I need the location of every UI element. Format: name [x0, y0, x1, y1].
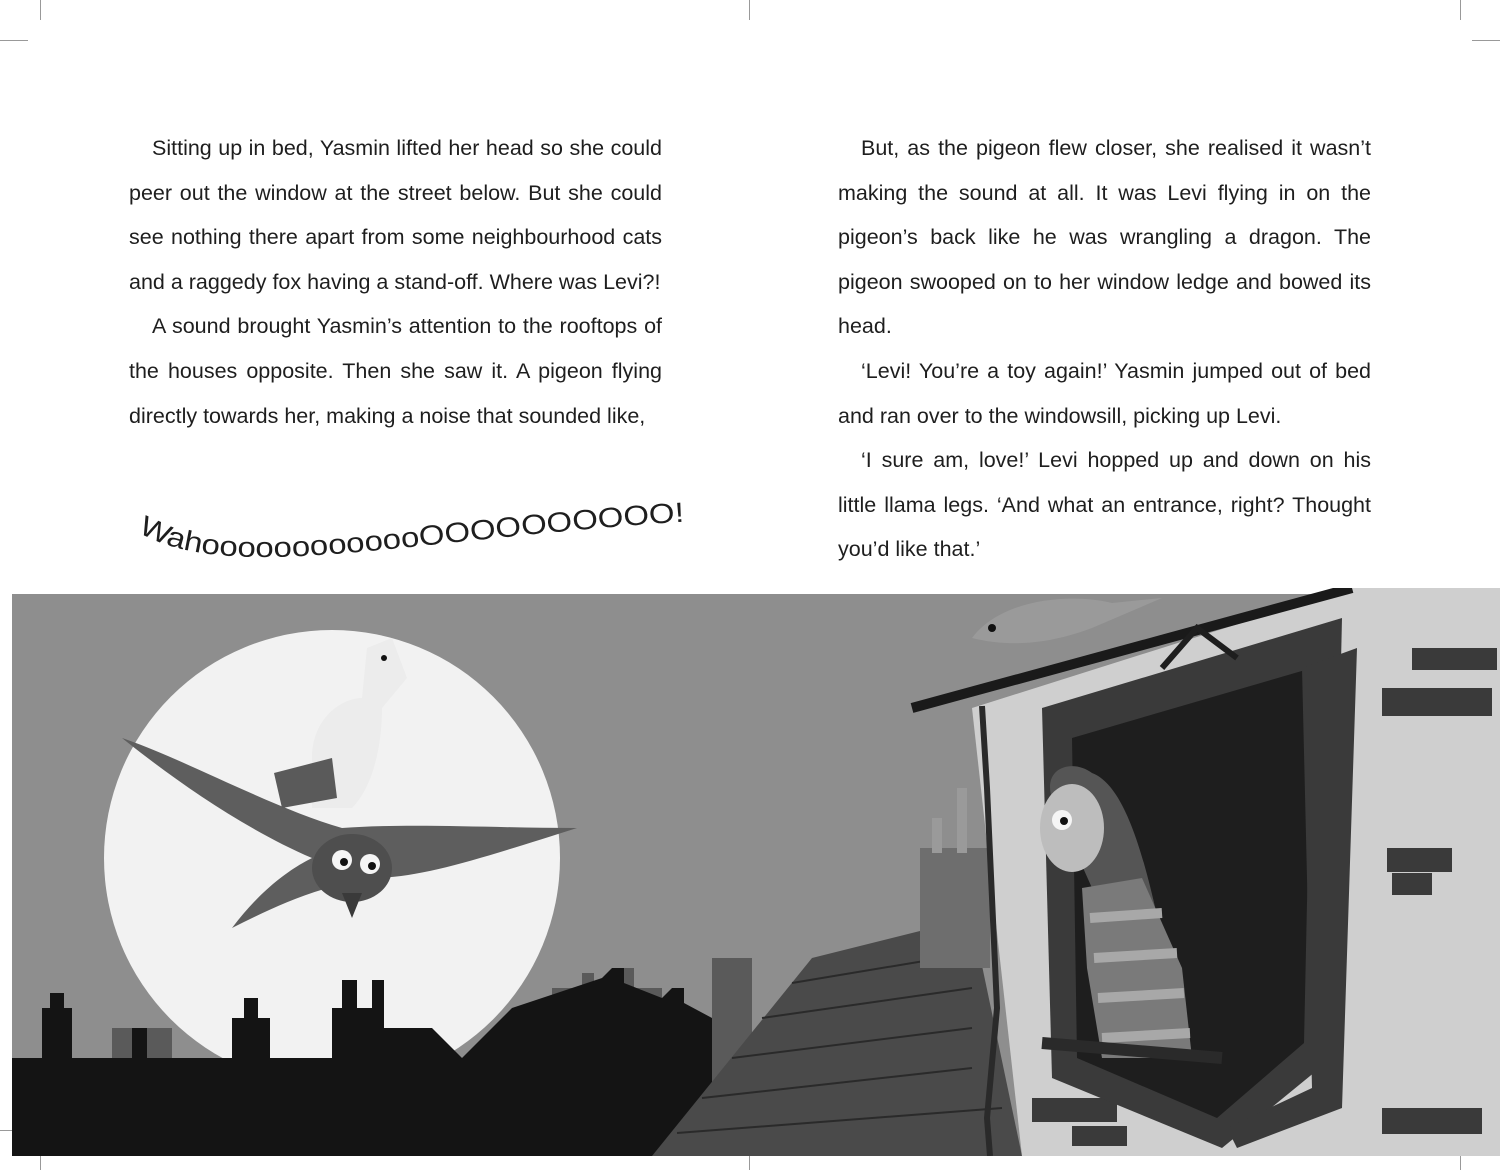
crop-mark [1472, 40, 1500, 41]
night-rooftop-illustration [12, 588, 1500, 1156]
girl-face [1040, 784, 1104, 872]
paragraph: A sound brought Yasmin’s attention to the rooftops of the houses opposite. Then she saw it. A pigeon flying directly towards her, making a noise that sounded like, [129, 314, 662, 428]
crop-mark [749, 0, 750, 20]
pigeon-eye [988, 624, 996, 632]
paragraph: ‘I sure am, love!’ Levi hopped up and down on his little llama legs. ‘And what an entrance, right? Thought you’d like that.’ [838, 448, 1371, 562]
paragraph: But, as the pigeon flew closer, she realised it wasn’t making the sound at all. It was Levi flying in on the pigeon’s back like he was wrangling a dragon. The pigeon swooped on to her window ledge and bowed its head. [838, 136, 1371, 339]
right-page-text [838, 126, 1371, 572]
crop-mark [40, 0, 41, 20]
crop-mark [1460, 0, 1461, 20]
paragraph: Sitting up in bed, Yasmin lifted her head so she could peer out the window at the street below. But she could see nothing there apart from some neighbourhood cats and a raggedy fox having a stand-off. Where was Levi?! [129, 136, 662, 294]
girl-pupil [1060, 817, 1068, 825]
svg-text:WahooooooooooooOOOOOOOOOO! [135, 497, 685, 563]
paragraph: ‘Levi! You’re a toy again!’ Yasmin jumped out of bed and ran over to the windowsill, picking up Levi. [838, 358, 1371, 428]
crop-mark [0, 40, 28, 41]
left-page-text [129, 126, 662, 438]
chimney-pot [932, 818, 942, 853]
chimney-pot [957, 788, 967, 853]
chimney-stack [920, 848, 990, 968]
sound-effect-text: WahooooooooooooOOOOOOOOOO! [135, 496, 684, 564]
